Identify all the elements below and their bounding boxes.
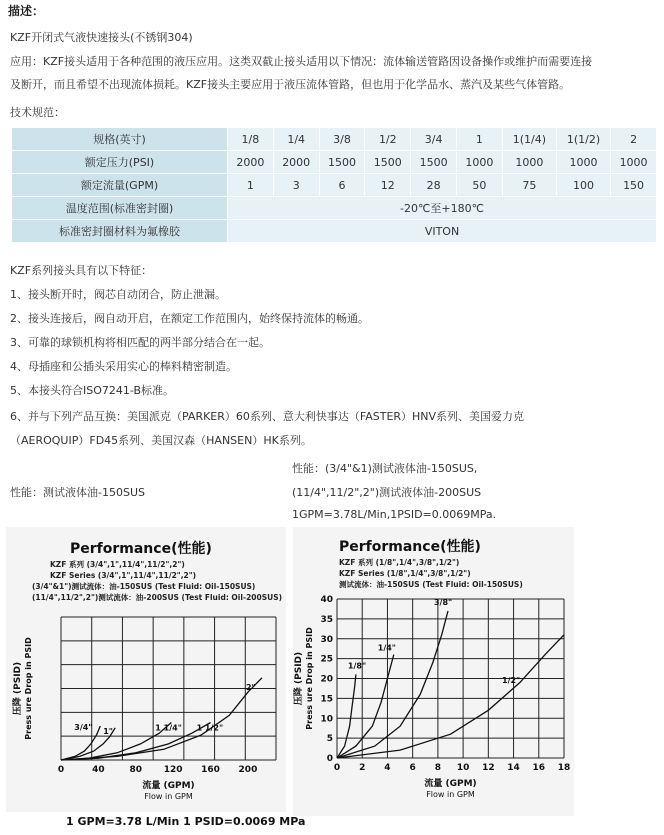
series-label: 1" xyxy=(103,726,113,736)
spec-row-label: 标准密封圈材料为氟橡胶 xyxy=(12,220,228,243)
x-tick-label: 16 xyxy=(532,763,546,773)
chart-subtitle-line: (3/4"&1")测试流体：油-150SUS (Test Fluid: Oil-150SUS) xyxy=(32,582,256,591)
x-tick-label: 80 xyxy=(129,765,143,775)
x-tick-label: 12 xyxy=(482,763,495,773)
y-tick-label: 5 xyxy=(326,734,333,745)
spec-cell: 75 xyxy=(502,174,556,197)
spec-table xyxy=(11,127,657,243)
spec-cell: 1/2 xyxy=(365,128,411,151)
y-tick-label: 30 xyxy=(320,634,333,645)
spec-cell: 3/8 xyxy=(319,128,365,151)
series-label: 2" xyxy=(245,682,256,692)
spec-cell: 1 xyxy=(456,128,502,151)
chart-title: Performance(性能) xyxy=(70,541,212,557)
feature-item: 1、接头断开时，阀芯自动闭合，防止泄漏。 xyxy=(10,288,226,301)
spec-cell: 150 xyxy=(611,174,657,197)
y-tick-label: 25 xyxy=(320,654,333,665)
x-tick-label: 40 xyxy=(92,765,105,775)
spec-cell: 1000 xyxy=(456,151,502,174)
series-curve xyxy=(337,611,448,758)
x-tick-label: 200 xyxy=(238,765,258,775)
feature-item: 5、本接头符合ISO7241-B标准。 xyxy=(10,384,175,397)
feature-item: （AEROQUIP）FD45系列、美国汉森（HANSEN）HK系列。 xyxy=(10,434,312,447)
series-label: 3/4" xyxy=(74,723,93,733)
perf-note-right-3: 1GPM=3.78L/Min,1PSID=0.0069MPa. xyxy=(292,508,497,521)
x-tick-label: 0 xyxy=(333,763,341,773)
performance-chart-large-sizes xyxy=(6,527,286,812)
feature-item: 3、可靠的球锁机构将相匹配的两半部分结合在一起。 xyxy=(10,336,270,349)
spec-cell: 1500 xyxy=(365,151,411,174)
spec-row xyxy=(12,174,657,197)
y-tick-label: 20 xyxy=(320,674,333,685)
spec-cell: 3/4 xyxy=(411,128,457,151)
spec-cell: 2000 xyxy=(228,151,274,174)
series-curve xyxy=(61,678,262,760)
y-tick-label: 10 xyxy=(320,714,333,725)
spec-cell: 1000 xyxy=(611,151,657,174)
feature-item: 6、并与下列产品互换：美国派克（PARKER）60系列、意大利快事达（FASTER）HNV系列、美国爱力克 xyxy=(10,410,525,423)
spec-title: 技术规范： xyxy=(10,106,65,119)
spec-cell: 50 xyxy=(456,174,502,197)
x-axis-label-cn: 流量 (GPM) xyxy=(424,779,477,789)
x-axis-label-en: Flow in GPM xyxy=(426,790,475,799)
spec-cell: 1500 xyxy=(319,151,365,174)
y-tick-label: 15 xyxy=(320,694,333,705)
y-axis-label-en: Press ure Drop in PSID xyxy=(305,627,314,730)
series-label: 1/2" xyxy=(502,675,521,685)
series-curve xyxy=(337,675,356,759)
spec-row xyxy=(12,151,657,174)
spec-cell: 2000 xyxy=(273,151,319,174)
chart-subtitle-line: 测试流体：油-150SUS (Test Fluid: Oil-150SUS) xyxy=(339,580,523,589)
spec-row-label: 温度范围(标准密封圈) xyxy=(12,197,228,220)
chart-subtitle-line: KZF Series (3/4",1",11/4",11/2",2") xyxy=(50,571,197,580)
y-axis-label-cn: 压降 (PSID) xyxy=(294,651,304,706)
series-label: 1/8" xyxy=(347,661,367,671)
x-tick-label: 160 xyxy=(201,765,220,775)
spec-merged-cell: -20℃至+180℃ xyxy=(228,197,657,220)
series-label: 1/4" xyxy=(377,643,396,653)
y-tick-label: 0 xyxy=(326,754,333,764)
features-title: KZF系列接头具有以下特征： xyxy=(10,264,153,277)
spec-row-label: 额定压力(PSI) xyxy=(12,151,228,174)
x-tick-label: 4 xyxy=(384,763,391,773)
spec-row-label: 额定流量(GPM) xyxy=(12,174,228,197)
series-curve xyxy=(337,635,564,758)
series-label: 3/8" xyxy=(433,597,453,607)
spec-cell: 28 xyxy=(411,174,457,197)
spec-cell: 1/4 xyxy=(273,128,319,151)
spec-row-label: 规格(英寸) xyxy=(12,128,228,151)
x-tick-label: 8 xyxy=(434,763,442,773)
chart-subtitle-line: KZF Series (1/8",1/4",3/8",1/2") xyxy=(339,569,471,578)
x-tick-label: 10 xyxy=(456,763,470,773)
performance-chart-small-sizes xyxy=(293,527,574,816)
chart-subtitle-line: KZF 系列 (1/8",1/4",3/8",1/2") xyxy=(339,558,460,567)
x-axis-label-cn: 流量 (GPM) xyxy=(142,781,195,791)
y-axis-label-en: Press ure Drop in PSID xyxy=(24,637,33,740)
spec-cell: 3 xyxy=(273,174,319,197)
x-tick-label: 18 xyxy=(557,763,571,773)
spec-cell: 2 xyxy=(611,128,657,151)
conversion-note: 1 GPM=3.78 L/Min 1 PSID=0.0069 MPa xyxy=(66,815,306,828)
product-subtitle: KZF开闭式气液快速接头(不锈钢304) xyxy=(10,31,193,44)
x-tick-label: 2 xyxy=(359,763,366,773)
application-line-2: 及断开，而且希望不出现流体损耗。KZF接头主要应用于液压流体管路，但也用于化学品水、蒸汽及某些气体管路。 xyxy=(10,78,571,91)
feature-item: 4、母插座和公插头采用实心的棒料精密制造。 xyxy=(10,360,237,373)
chart-left-svg xyxy=(6,527,286,812)
perf-note-right-1: 性能：(3/4"&1)测试液体油-150SUS, xyxy=(292,462,478,475)
spec-row xyxy=(12,197,657,220)
spec-row xyxy=(12,128,657,151)
spec-cell: 1/8 xyxy=(228,128,274,151)
series-label: 1 1/2" xyxy=(196,723,224,733)
x-tick-label: 0 xyxy=(57,765,65,775)
spec-merged-cell: VITON xyxy=(228,220,657,243)
y-axis-label-cn: 压降 (PSID) xyxy=(13,661,23,716)
spec-cell: 100 xyxy=(556,174,610,197)
spec-cell: 1 xyxy=(228,174,274,197)
series-label: 1 1/4" xyxy=(155,723,182,733)
spec-cell: 1000 xyxy=(502,151,556,174)
y-tick-label: 40 xyxy=(320,595,333,605)
x-tick-label: 14 xyxy=(507,763,520,773)
perf-note-left: 性能：测试液体油-150SUS xyxy=(10,486,145,499)
spec-cell: 1(1/2) xyxy=(556,128,610,151)
chart-title: Performance(性能) xyxy=(339,539,481,555)
application-line-1: 应用：KZF接头适用于各种范围的液压应用。这类双截止接头适用以下情况：流体输送管路因设备操作或维护而需要连接 xyxy=(10,55,593,68)
spec-row xyxy=(12,220,657,243)
spec-cell: 12 xyxy=(365,174,411,197)
spec-cell: 6 xyxy=(319,174,365,197)
x-tick-label: 6 xyxy=(409,763,416,773)
x-axis-label-en: Flow in GPM xyxy=(144,792,193,801)
spec-cell: 1(1/4) xyxy=(502,128,556,151)
chart-subtitle-line: KZF 系列 (3/4",1",11/4",11/2",2") xyxy=(50,560,185,569)
spec-cell: 1000 xyxy=(556,151,610,174)
chart-right-svg xyxy=(293,527,574,816)
feature-item: 2、接头连接后，阀自动开启，在额定工作范围内，始终保持流体的畅通。 xyxy=(10,312,369,325)
x-tick-label: 120 xyxy=(163,765,183,775)
spec-cell: 1500 xyxy=(411,151,457,174)
perf-note-right-2: (11/4",11/2",2")测试液体油-200SUS xyxy=(292,486,482,499)
y-tick-label: 35 xyxy=(320,614,333,625)
chart-subtitle-line: (11/4",11/2",2")测试流体：油-200SUS (Test Fluid: Oil-200SUS) xyxy=(32,593,283,602)
section-heading: 描述： xyxy=(8,4,45,18)
